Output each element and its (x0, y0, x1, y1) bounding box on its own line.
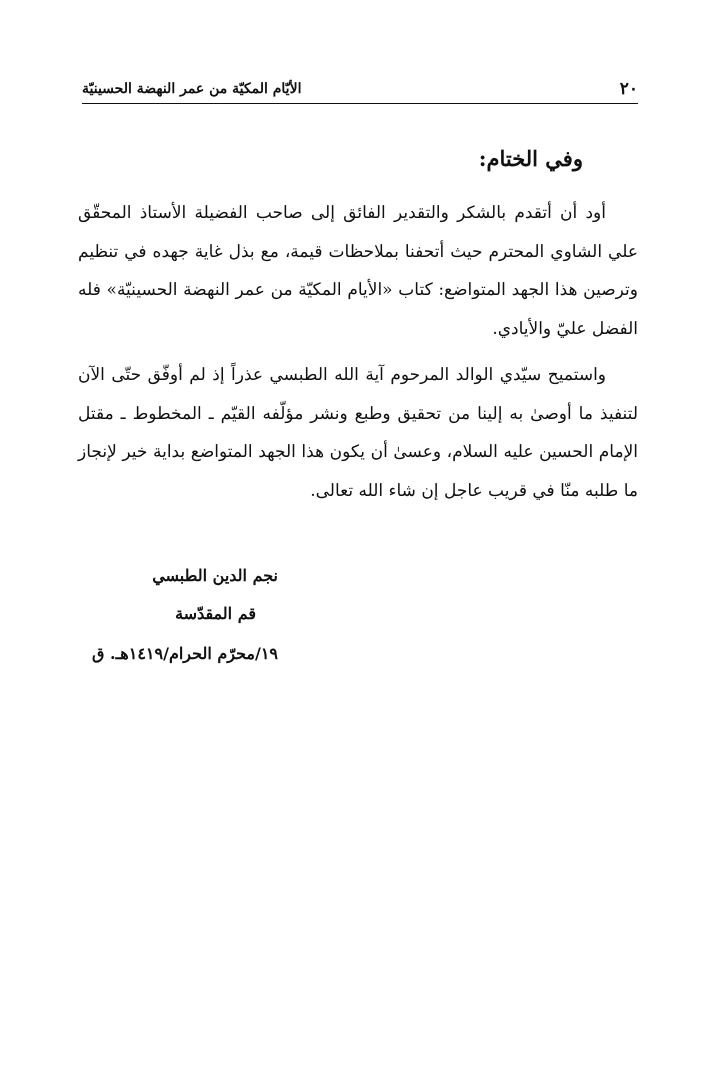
signature-name: نجم الدين الطبسي (152, 566, 278, 585)
running-title: الأيّام المكيّة من عمر النهضة الحسينيّة (82, 81, 302, 97)
signature-date: ١٩/محرّم الحرام/١٤١٩هـ. ق (92, 644, 278, 663)
header-divider (82, 103, 638, 104)
running-header (82, 74, 638, 104)
section-heading: وفي الختام: (478, 146, 583, 171)
signature-place: قم المقدّسة (175, 604, 256, 623)
page-number: ٢٠ (619, 79, 638, 99)
paragraph-acknowledgement: أود أن أتقدم بالشكر والتقدير الفائق إلى صاحب الفضيلة الأستاذ المحقّق علي الشاوي المحترم حيث أتحفنا بملاحظات قيمة، مع بذل غاية جهده في تنظيم وترصين هذا الجهد المتواضع: كتاب «الأيام المكيّة من عمر النهضة الحسينيّة» فله الفضل عليّ والأيادي. (78, 203, 638, 339)
paragraph-apology: واستميح سيّدي الوالد المرحوم آية الله الطبسي عذراً إذ لم أوفّق حتّى الآن لتنفيذ ما أوصىٰ به إلينا من تحقيق وطبع ونشر مؤلّفه القيّم ـ المخطوط ـ مقتل الإمام الحسين عليه السلام، وعسىٰ أن يكون هذا الجهد المتواضع بداية خير لإنجاز ما طلبه منّا في قريب عاجل إن شاء الله تعالى. (78, 365, 638, 501)
